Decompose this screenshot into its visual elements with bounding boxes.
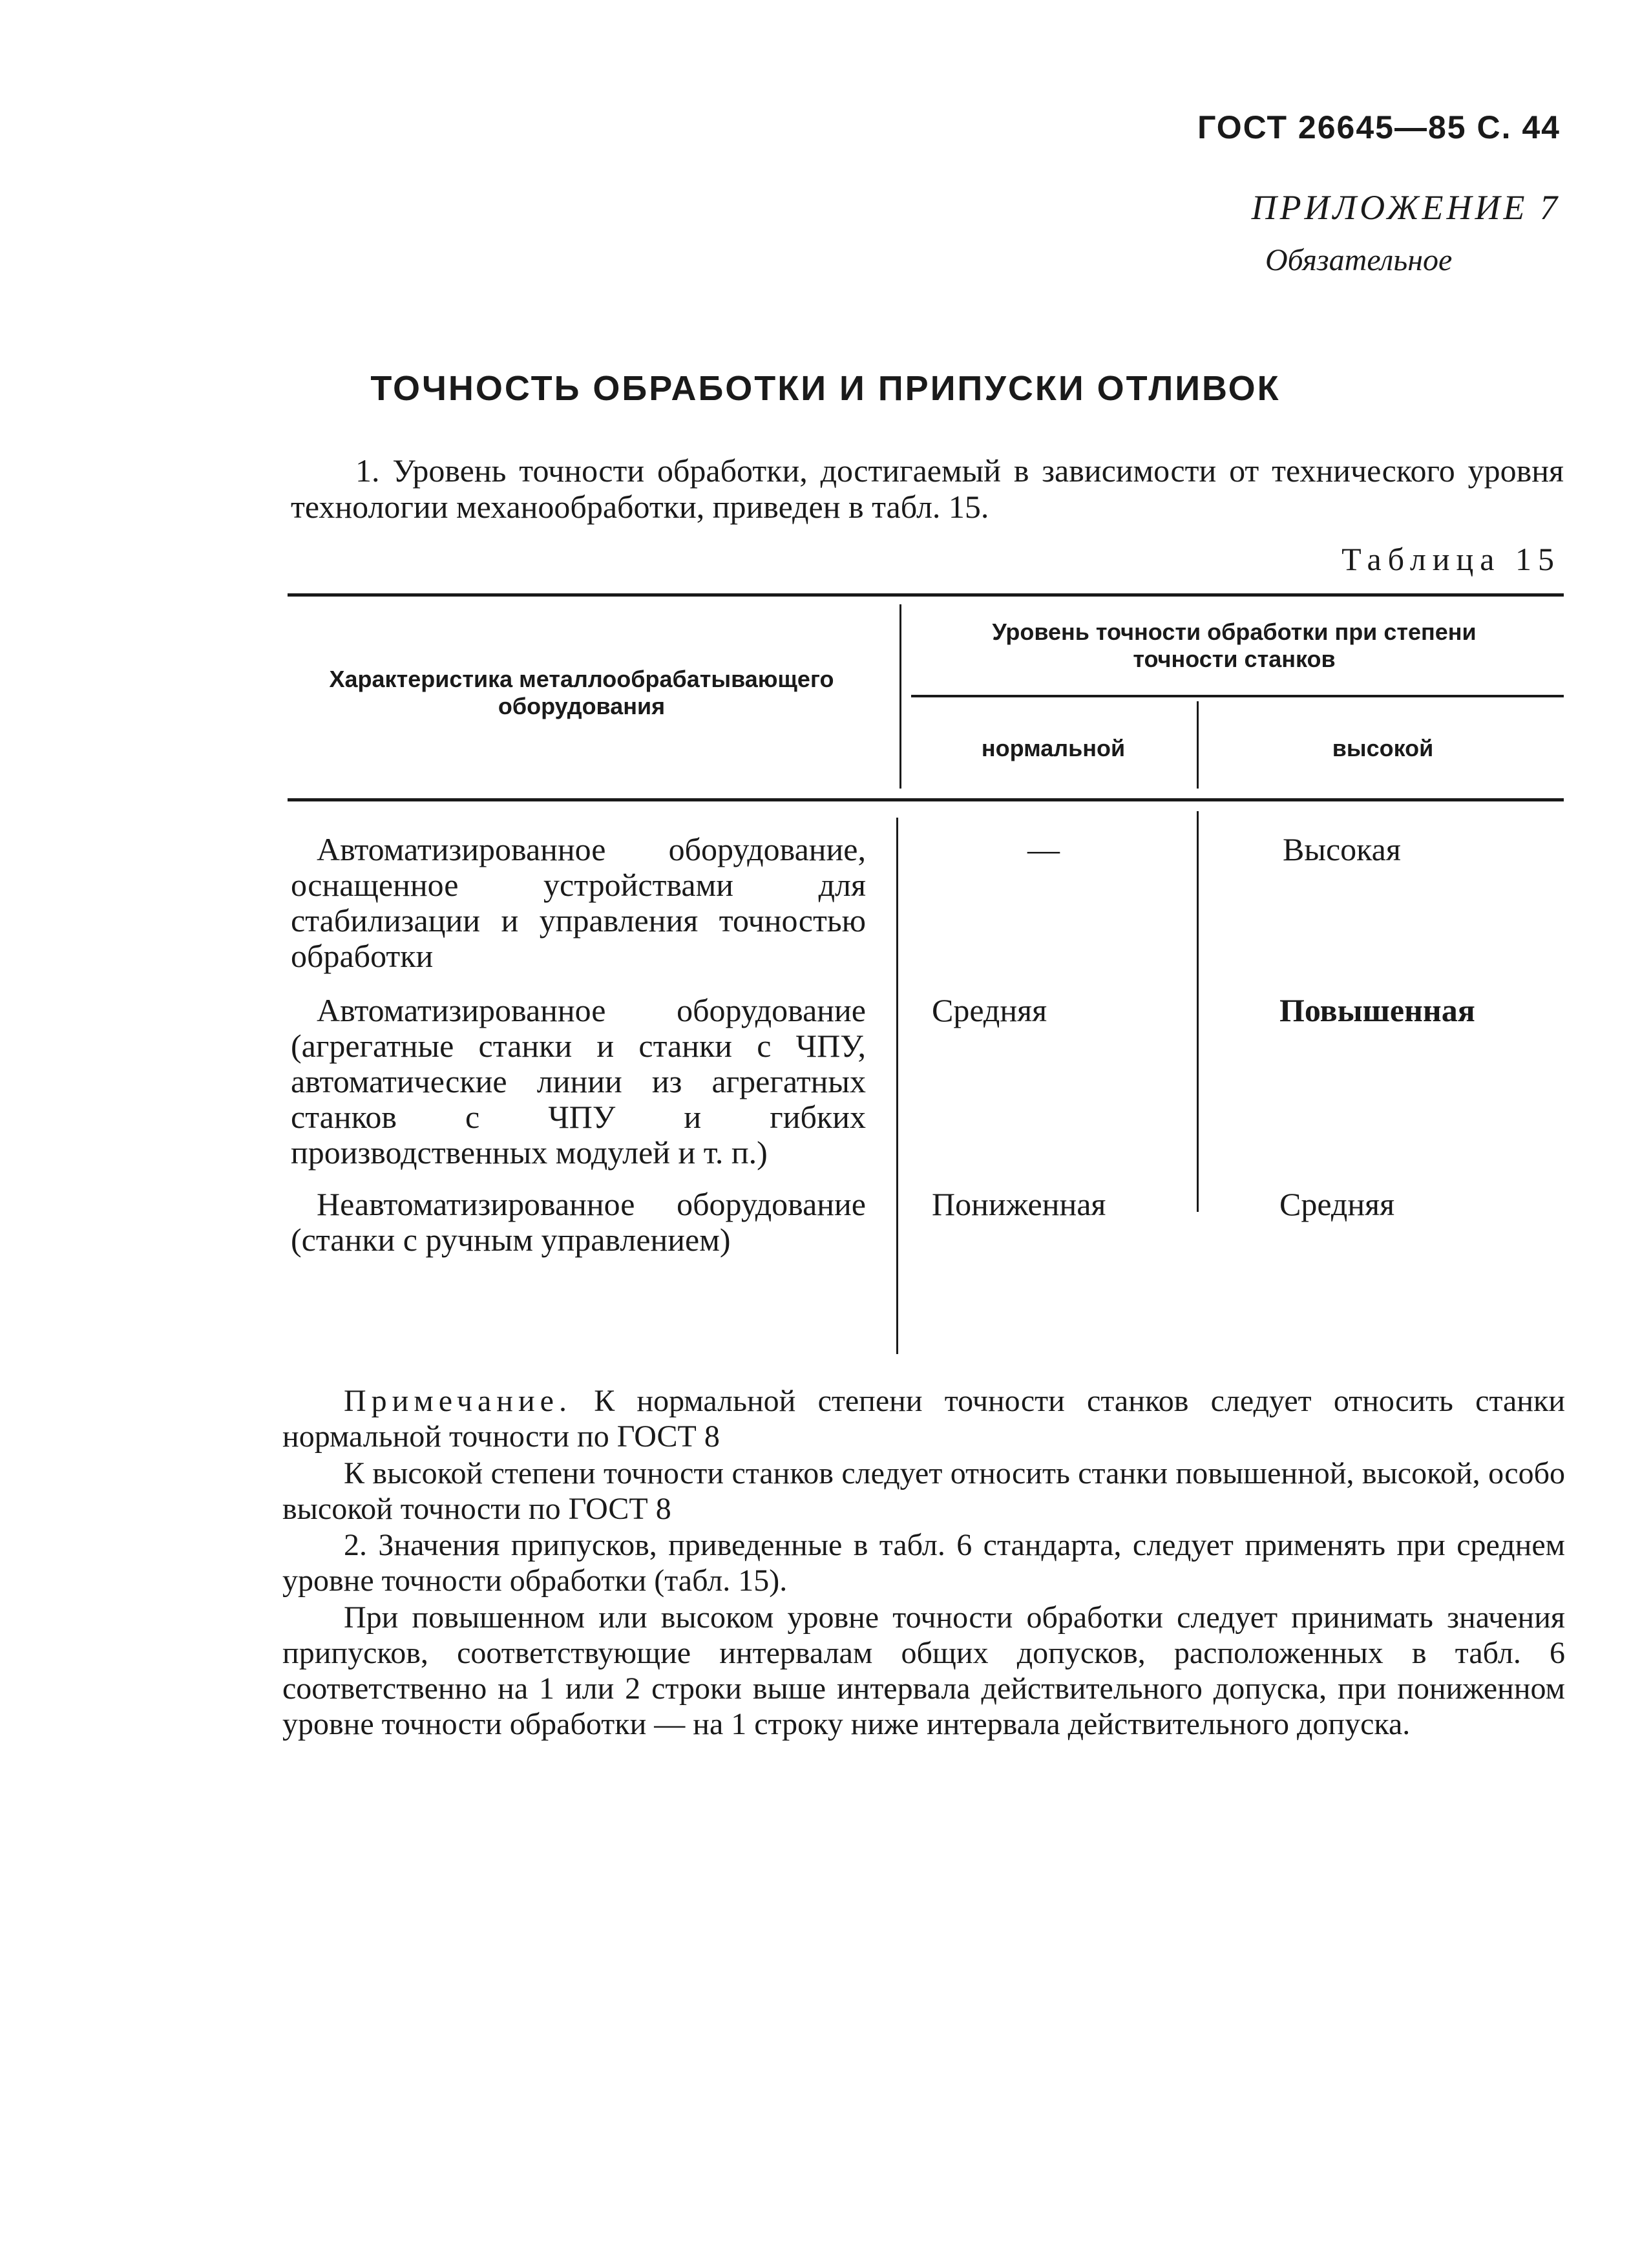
appendix-status: Обязательное [1265,243,1453,277]
paragraph-1: 1. Уровень точности обработки, достигаемый в зависимости от технического уровня технологии механообработки, приведен в табл. 15. [291,452,1564,525]
note-block [282,1383,1565,1454]
table-subcol-divider-header [1197,701,1199,789]
appendix-title: ПРИЛОЖЕНИЕ 7 [1251,188,1561,227]
table-row-3-normal: Пониженная [932,1186,1106,1222]
paragraph-2: 2. Значения припусков, приведенные в табл. 6 стандарта, следует применять при среднем уровне точности обработки (табл. 15). [282,1528,1565,1598]
note-2: К высокой степени точности станков следует относить станки повышенной, высокой, особо высокой точности по ГОСТ 8 [282,1456,1565,1526]
table-row-3-equipment: Неавтоматизированное оборудование (станки с ручным управлением) [291,1186,866,1258]
document-title: ТОЧНОСТЬ ОБРАБОТКИ И ПРИПУСКИ ОТЛИВОК [370,369,1281,408]
table-col-divider-body [896,818,898,1354]
table-row-2-equipment: Автоматизированное оборудование (агрегатные станки и станки с ЧПУ, автоматические линии из агрегатных станков с ЧПУ и гибких производственных модулей и т. п.) [291,992,866,1171]
paragraph-3: При повышенном или высоком уровне точности обработки следует принимать значения припусков, соответствующие интервалам общих допусков, расположенных в табл. 6 соответственно на 1 или 2 строки выше интервала действительного допуска, при пониженном уровне точности обработки — на 1 строку ниже интервала действительного допуска. [282,1600,1565,1741]
table-row-1-high: Высокая [1283,831,1401,867]
table-top-rule [288,593,1564,597]
note-1: К нормальной степени точности станков следует относить станки нормальной точности по ГОСТ 8 [282,1384,1566,1454]
table-row-2-normal: Средняя [932,992,1047,1028]
table-header-bottom-rule [288,798,1564,801]
table-row-1-equipment: Автоматизированное оборудование, оснащенное устройствами для стабилизации и управления точностью обработки [291,831,866,974]
header-high: высокой [1332,735,1434,761]
table-row-2-high: Повышенная [1279,992,1475,1028]
table-subcol-divider-body [1197,811,1199,1212]
header-accuracy-group: Уровень точности обработки при степени точности станков [992,619,1477,672]
table-col-divider-header [899,604,901,789]
note-label: Примечание. [344,1384,572,1418]
table-subheader-rule [911,695,1564,697]
table-label: Таблица 15 [1341,541,1561,577]
header-normal: нормальной [981,735,1126,761]
header-equipment: Характеристика металлообрабатывающего оборудования [329,666,834,719]
table-row-3-high: Средняя [1279,1186,1395,1222]
table-row-1-normal: — [1027,831,1060,867]
page-header: ГОСТ 26645—85 С. 44 [1197,109,1561,145]
